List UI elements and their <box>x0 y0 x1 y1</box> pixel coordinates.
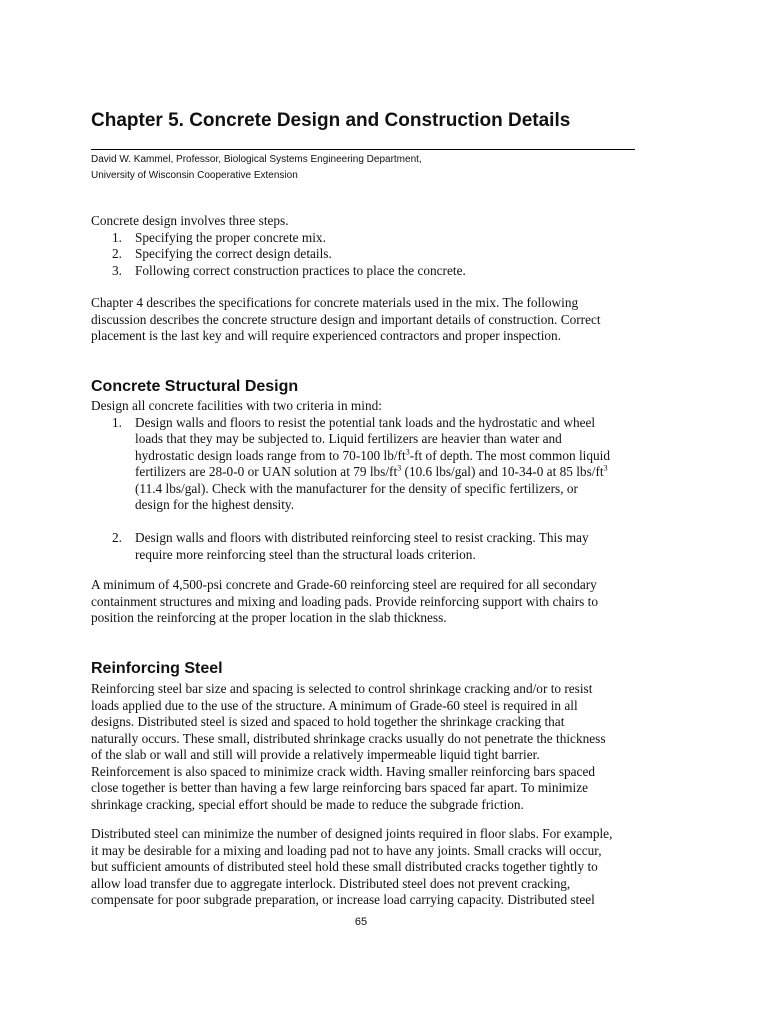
paragraph-line: naturally occurs. These small, distributed shrinkage cracks usually do not penetrate the thickness <box>91 730 606 746</box>
text-run: -ft of depth. The most common liquid <box>409 447 610 463</box>
section-heading-reinforcing: Reinforcing Steel <box>91 660 223 677</box>
title-rule <box>91 149 635 150</box>
list-line <box>135 448 643 465</box>
list-item <box>91 415 643 514</box>
paragraph-line: containment structures and mixing and loading pads. Provide reinforcing support with chairs to <box>91 593 599 609</box>
affiliation-line: University of Wisconsin Cooperative Extension <box>91 170 298 181</box>
structural-section <box>91 398 643 563</box>
paragraph-line: of the slab or wall and still will provide a relatively impermeable liquid tight barrier. <box>91 747 540 762</box>
section-heading-structural: Concrete Structural Design <box>91 378 299 395</box>
structural-lead: Design all concrete facilities with two criteria in mind: <box>91 398 382 413</box>
list-line: Design walls and floors with distributed reinforcing steel to resist cracking. This may <box>135 530 589 545</box>
intro-paragraph <box>91 295 643 345</box>
list-line: (11.4 lbs/gal). Check with the manufacturer for the density of specific fertilizers, or <box>135 480 578 496</box>
paragraph-line: designs. Distributed steel is sized and spaced to hold together the shrinkage cracking that <box>91 714 565 729</box>
list-item <box>91 263 643 280</box>
reinforcing-paragraph-1 <box>91 681 643 813</box>
paragraph-line: close together is better than having a few large reinforcing bars spaced far apart. To minimize <box>91 780 589 795</box>
steps-list <box>91 230 643 280</box>
intro-lead: Concrete design involves three steps. <box>91 213 289 228</box>
list-text: Following correct construction practices to place the concrete. <box>135 262 466 278</box>
author-block <box>91 152 651 184</box>
list-item <box>91 230 643 247</box>
list-text: Specifying the correct design details. <box>135 246 332 261</box>
superscript: 3 <box>405 447 410 457</box>
paragraph-line: compensate for poor subgrade preparation, or increase load carrying capacity. Distributed steel <box>91 892 595 907</box>
text-run: fertilizers are 28-0-0 or UAN solution at 79 lbs/ft <box>135 464 398 479</box>
list-line: require more reinforcing steel than the structural loads criterion. <box>135 546 476 562</box>
paragraph-line: loads applied due to the use of the structure. A minimum of Grade-60 steel is required in all <box>91 697 578 713</box>
text-run: hydrostatic design loads range from to 70-100 lb/ft <box>135 447 406 463</box>
list-text: Specifying the proper concrete mix. <box>135 229 326 245</box>
paragraph-line: Reinforcing steel bar size and spacing is selected to control shrinkage cracking and/or to resist <box>91 681 593 696</box>
chapter-title: Chapter 5. Concrete Design and Construction Details <box>91 110 571 131</box>
list-number: 2. <box>112 246 122 261</box>
list-line: loads that they may be subjected to. Liquid fertilizers are heavier than water and <box>135 431 562 446</box>
structural-paragraph <box>91 577 643 627</box>
list-item <box>91 530 643 563</box>
list-number: 1. <box>112 414 122 430</box>
criteria-list <box>91 415 643 564</box>
paragraph-line: A minimum of 4,500-psi concrete and Grade-60 reinforcing steel are required for all secondary <box>91 577 597 592</box>
intro-section <box>91 213 643 279</box>
list-number: 1. <box>112 229 122 245</box>
list-line: design for the highest density. <box>135 497 295 512</box>
list-line <box>135 464 643 481</box>
superscript: 3 <box>603 463 608 473</box>
paragraph-line: it may be desirable for a mixing and loading pad not to have any joints. Small cracks will occur, <box>91 842 602 858</box>
paragraph-line: shrinkage cracking, special effort should be made to reduce the subgrade friction. <box>91 796 524 812</box>
paragraph-line: allow load transfer due to aggregate interlock. Distributed steel does not prevent cracking, <box>91 875 571 891</box>
list-item <box>91 246 643 263</box>
superscript: 3 <box>397 463 402 473</box>
author-line: David W. Kammel, Professor, Biological Systems Engineering Department, <box>91 154 422 165</box>
paragraph-line: position the reinforcing at the proper location in the slab thickness. <box>91 610 447 625</box>
list-number: 2. <box>112 530 122 545</box>
list-number: 3. <box>112 262 122 278</box>
page-number: 65 <box>354 916 368 928</box>
paragraph-line: placement is the last key and will require experienced contractors and proper inspection. <box>91 328 562 343</box>
paragraph-line: Chapter 4 describes the specifications for concrete materials used in the mix. The following <box>91 295 579 310</box>
paragraph-line: but sufficient amounts of distributed steel hold these small distributed cracks together tightly to <box>91 859 598 874</box>
paragraph-line: Reinforcement is also spaced to minimize crack width. Having smaller reinforcing bars spaced <box>91 763 596 779</box>
text-run: (10.6 lbs/gal) and 10-34-0 at 85 lbs/ft <box>401 464 604 479</box>
reinforcing-paragraph-2 <box>91 826 643 909</box>
paragraph-line: discussion describes the concrete structure design and important details of construction. Correct <box>91 311 601 327</box>
paragraph-line: Distributed steel can minimize the number of designed joints required in floor slabs. For example, <box>91 826 613 841</box>
list-line: Design walls and floors to resist the potential tank loads and the hydrostatic and wheel <box>135 414 596 430</box>
